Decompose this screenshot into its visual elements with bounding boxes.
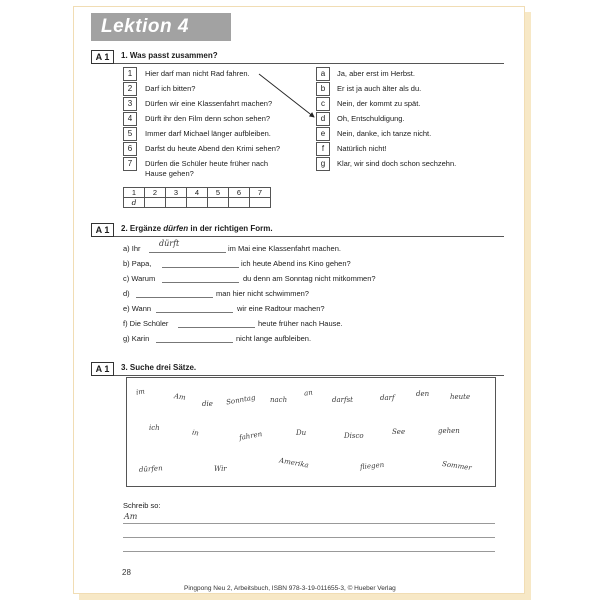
write-line[interactable] (123, 537, 495, 538)
right-sentence: Oh, Entschuldigung. (337, 114, 405, 123)
sentence-rest: nicht lange aufbleiben. (236, 334, 312, 343)
grid-answer-cell[interactable] (208, 198, 229, 208)
grid-answer-cell[interactable] (229, 198, 250, 208)
scattered-word[interactable]: darf (380, 394, 395, 402)
grid-header-cell: 1 (124, 188, 145, 198)
workbook-page (73, 6, 525, 594)
item-letter: a (316, 67, 330, 81)
left-sentence: Darfst du heute Abend den Krimi sehen? (145, 144, 281, 153)
scattered-word[interactable]: dürfen (138, 464, 163, 474)
sentence-rest: du denn am Sonntag nicht mitkommen? (243, 274, 376, 283)
exercise1-title: 1. Was passt zusammen? (121, 51, 218, 60)
grid-answer-cell[interactable]: d (124, 198, 145, 208)
title-text: in der richtigen Form. (188, 224, 273, 233)
answer-blank[interactable] (178, 327, 255, 328)
scattered-word[interactable]: gehen (438, 427, 460, 435)
write-example: Am (124, 512, 138, 521)
grid-answer-cell[interactable] (166, 198, 187, 208)
left-sentence: Immer darf Michael länger aufbleiben. (145, 129, 271, 138)
write-line[interactable] (123, 551, 495, 552)
handwritten-answer: dürft (159, 239, 180, 248)
exercise-badge: A 1 (91, 50, 114, 64)
exercise2-title (121, 224, 273, 233)
sentence-label: g) Karin (123, 334, 150, 343)
item-number: 6 (123, 142, 137, 156)
scattered-word[interactable]: den (416, 390, 430, 398)
left-sentence: Dürfen wir eine Klassenfahrt machen? (145, 99, 273, 108)
grid-header-cell: 7 (250, 188, 271, 198)
item-number: 4 (123, 112, 137, 126)
exercise-badge: A 1 (91, 223, 114, 237)
sentence-label: a) Ihr (123, 244, 141, 253)
grid-header-cell: 6 (229, 188, 250, 198)
right-sentence: Natürlich nicht! (337, 144, 387, 153)
sentence-rest: heute früher nach Hause. (258, 319, 343, 328)
sentence-rest: man hier nicht schwimmen? (216, 289, 309, 298)
grid-header-cell: 2 (145, 188, 166, 198)
scattered-word[interactable]: an (303, 388, 314, 398)
item-letter: b (316, 82, 330, 96)
item-number: 5 (123, 127, 137, 141)
grid-header-cell: 3 (166, 188, 187, 198)
title-text: 2. Ergänze (121, 224, 164, 233)
sentence-rest: ich heute Abend ins Kino gehen? (241, 259, 351, 268)
left-sentence: Dürfen die Schüler heute früher nach (145, 159, 268, 168)
scattered-word[interactable]: heute (450, 393, 471, 401)
scattered-word[interactable]: ich (149, 424, 160, 432)
answer-blank[interactable] (162, 282, 239, 283)
scattered-word[interactable]: Sonntag (225, 393, 256, 407)
grid-header-cell: 5 (208, 188, 229, 198)
answer-blank[interactable] (156, 342, 233, 343)
grid-answer-cell[interactable] (250, 198, 271, 208)
right-sentence: Klar, wir sind doch schon sechzehn. (337, 159, 457, 168)
sentence-rest: wir eine Radtour machen? (237, 304, 325, 313)
exercise3-title: 3. Suche drei Sätze. (121, 363, 197, 372)
scattered-word[interactable]: im (135, 387, 146, 397)
left-sentence-continued: Hause gehen? (145, 169, 194, 178)
right-sentence: Nein, der kommt zu spät. (337, 99, 421, 108)
matching-arrow (74, 7, 526, 207)
section-rule (114, 375, 504, 376)
grid-answer-cell[interactable] (145, 198, 166, 208)
item-letter: g (316, 157, 330, 171)
title-emphasis: dürfen (163, 224, 189, 233)
write-label: Schreib so: (123, 501, 161, 510)
answer-blank[interactable] (136, 297, 213, 298)
sentence-label: c) Warum (123, 274, 156, 283)
sentence-label: b) Papa, (123, 259, 152, 268)
scattered-word[interactable]: Amerika (278, 456, 310, 470)
answer-grid-answer-row (124, 198, 271, 208)
answer-grid (123, 187, 271, 208)
item-number: 2 (123, 82, 137, 96)
sentence-label: d) (123, 289, 130, 298)
scattered-word[interactable]: See (392, 428, 406, 436)
scattered-word[interactable]: Du (296, 429, 307, 437)
item-number: 3 (123, 97, 137, 111)
answer-blank[interactable] (149, 252, 226, 253)
scattered-word[interactable]: in (191, 428, 200, 438)
sentence-rest: im Mai eine Klassenfahrt machen. (228, 244, 341, 253)
item-letter: f (316, 142, 330, 156)
left-sentence: Dürft ihr den Film denn schon sehen? (145, 114, 271, 123)
item-number: 1 (123, 67, 137, 81)
right-sentence: Er ist ja auch älter als du. (337, 84, 422, 93)
scattered-word[interactable]: Sommer (441, 459, 473, 473)
grid-header-cell: 4 (187, 188, 208, 198)
right-sentence: Nein, danke, ich tanze nicht. (337, 129, 432, 138)
section-rule (114, 236, 504, 237)
page-number: 28 (122, 568, 131, 577)
scattered-word[interactable]: nach (270, 396, 288, 404)
scattered-word[interactable]: fliegen (359, 460, 385, 472)
grid-answer-cell[interactable] (187, 198, 208, 208)
left-sentence: Hier darf man nicht Rad fahren. (145, 69, 250, 78)
item-letter: e (316, 127, 330, 141)
scattered-word[interactable]: fahren (238, 430, 263, 442)
right-sentence: Ja, aber erst im Herbst. (337, 69, 415, 78)
scattered-word[interactable]: Am (173, 392, 187, 402)
scattered-word[interactable]: darfst (332, 396, 353, 404)
item-number: 7 (123, 157, 137, 171)
sentence-label: e) Wann (123, 304, 152, 313)
answer-blank[interactable] (156, 312, 233, 313)
write-line[interactable] (123, 523, 495, 524)
answer-grid-header-row (124, 188, 271, 198)
exercise-badge: A 1 (91, 362, 114, 376)
scattered-word[interactable]: Wir (214, 465, 227, 473)
item-letter: c (316, 97, 330, 111)
item-letter: d (316, 112, 330, 126)
scattered-word[interactable]: Disco (344, 432, 364, 440)
answer-blank[interactable] (162, 267, 239, 268)
copyright-footer: Pingpong Neu 2, Arbeitsbuch, ISBN 978-3-19-011655-3, © Hueber Verlag (184, 585, 396, 592)
left-sentence: Darf ich bitten? (145, 84, 196, 93)
scattered-word[interactable]: die (202, 400, 213, 408)
lesson-title: Lektion 4 (101, 16, 189, 37)
sentence-label: f) Die Schüler (123, 319, 169, 328)
